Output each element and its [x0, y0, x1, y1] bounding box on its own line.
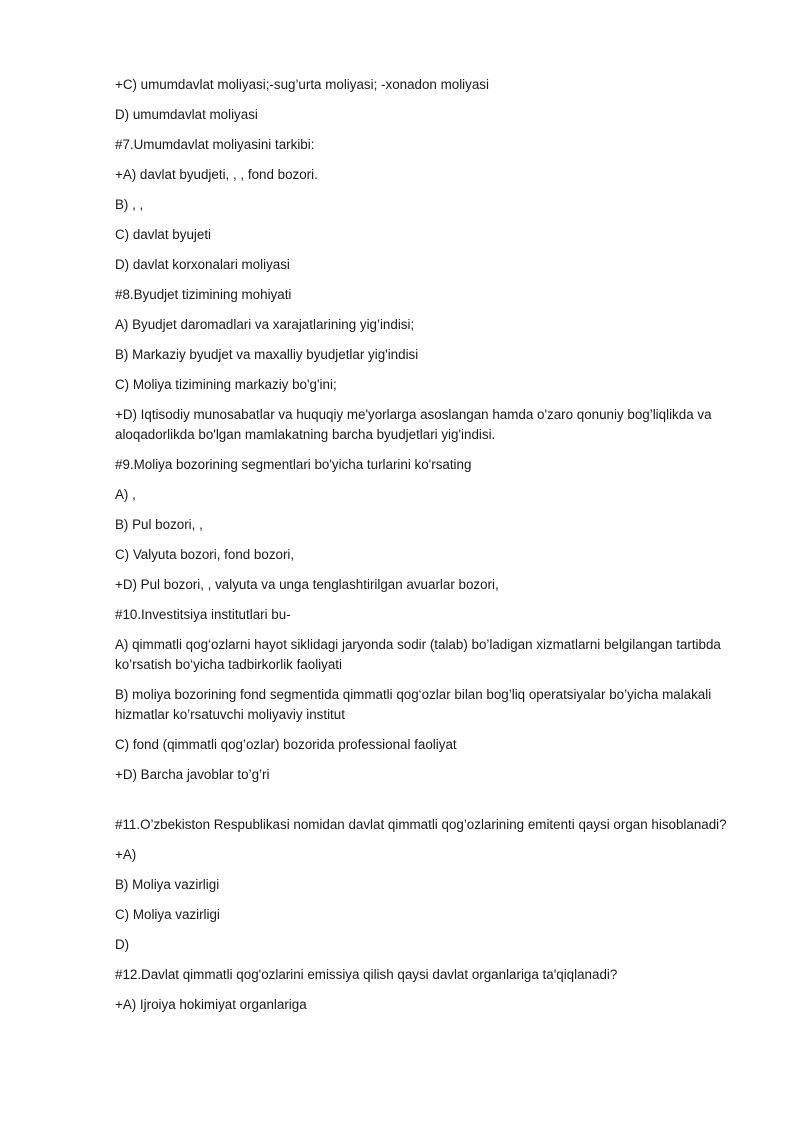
text-line: +D) Iqtisodiy munosabatlar va huquqiy me'yorlarga asoslangan hamda o'zaro qonuniy bog’liqlikda va aloqadorlikda bo'lgan mamlakatning barcha byudjetlari yig'indisi.	[115, 407, 712, 442]
question-heading: #9.Moliya bozorining segmentlari bo'yicha turlarini ko'rsating	[115, 457, 472, 472]
text-line: C) fond (qimmatli qog’ozlar) bozorida professional faoliyat	[115, 737, 457, 752]
text-line: B) Markaziy byudjet va maxalliy byudjetlar yig'indisi	[115, 347, 419, 362]
text-line: +A) Ijroiya hokimiyat organlariga	[115, 997, 307, 1012]
text-line: +A) davlat byudjeti, , , fond bozori.	[115, 167, 318, 182]
text-line: D) umumdavlat moliyasi	[115, 107, 258, 122]
text-line: A) qimmatli qog‘ozlarni hayot siklidagi jaryonda sodir (talab) bo’ladigan xizmatlarni belgilangan tartibda ko’rsatish bo‘yicha tadbirkorlik faoliyati	[115, 637, 721, 672]
text-line: A) Byudjet daromadlari va xarajatlarining yig’indisi;	[115, 317, 415, 332]
question-heading: #12.Davlat qimmatli qog'ozlarini emissiya qilish qaysi davlat organlariga ta'qiqlanadi?	[115, 967, 618, 982]
question-heading: #10.Investitsiya institutlari bu-	[115, 607, 291, 622]
text-line: +D) Barcha javoblar to’g’ri	[115, 767, 270, 782]
text-line: D)	[115, 937, 130, 952]
text-line: C) davlat byujeti	[115, 227, 212, 242]
text-line: C) Valyuta bozori, fond bozori,	[115, 547, 295, 562]
text-line: B) Pul bozori, ,	[115, 517, 203, 532]
question-heading: #8.Byudjet tizimining mohiyati	[115, 287, 292, 302]
text-line: +C) umumdavlat moliyasi;-sug’urta moliyasi; -xonadon moliyasi	[115, 77, 489, 92]
text-line: +D) Pul bozori, , valyuta va unga tenglashtirilgan avuarlar bozori,	[115, 577, 499, 592]
question-heading: #11.O’zbekiston Respublikasi nomidan davlat qimmatli qog’ozlarining emitenti qaysi organ hisoblanadi?	[115, 817, 727, 832]
document-body	[115, 75, 745, 1025]
text-line: B) moliya bozorining fond segmentida qimmatli qog‘ozlar bilan bog’liq operatsiyalar bo’yicha malakali hizmatlar ko’rsatuvchi moliyaviy institut	[115, 687, 712, 722]
text-line: +A)	[115, 847, 137, 862]
text-line: C) Moliya vazirligi	[115, 907, 220, 922]
text-line: B) Moliya vazirligi	[115, 877, 220, 892]
text-line: A) ,	[115, 487, 136, 502]
question-heading: #7.Umumdavlat moliyasini tarkibi:	[115, 137, 315, 152]
text-line: D) davlat korxonalari moliyasi	[115, 257, 290, 272]
text-line: B) , ,	[115, 197, 144, 212]
text-line: C) Moliya tizimining markaziy bo'g'ini;	[115, 377, 337, 392]
